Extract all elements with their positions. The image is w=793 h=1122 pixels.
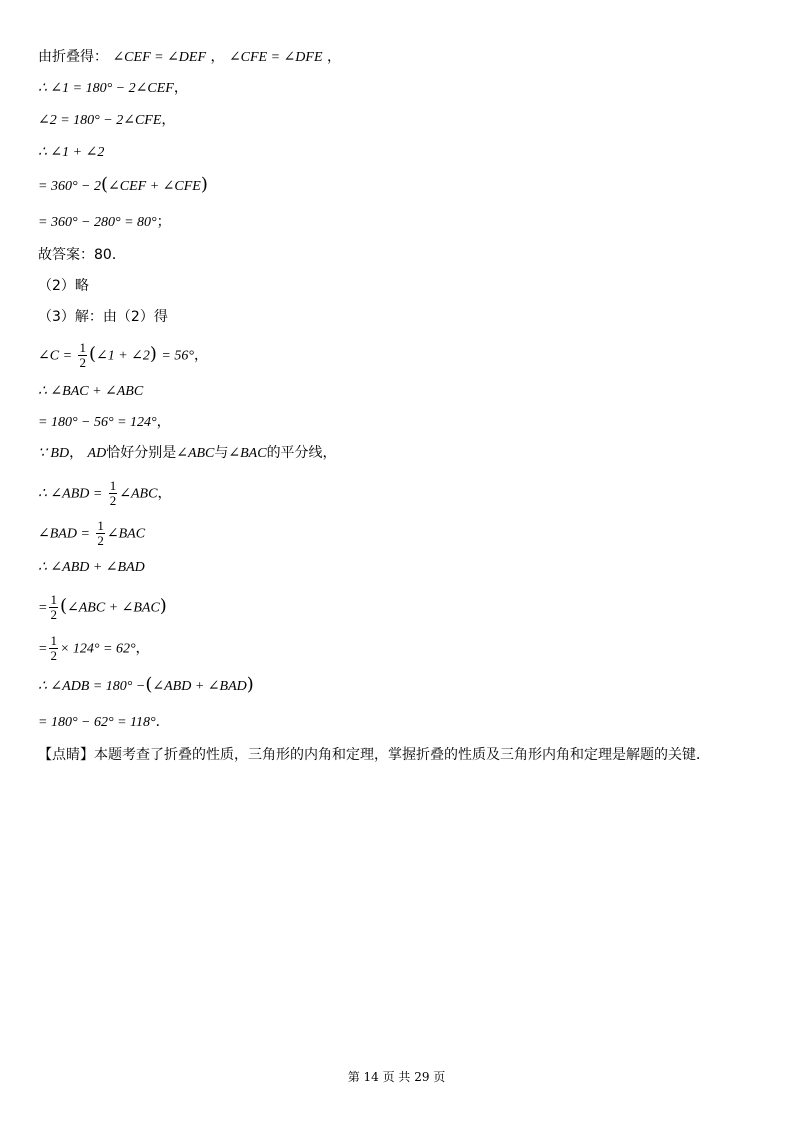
equals: = xyxy=(38,641,48,657)
line-folding xyxy=(38,47,341,68)
comma: ， xyxy=(210,49,225,65)
eq-bad-angle: ∠BAC xyxy=(106,526,146,542)
comment-paragraph xyxy=(38,740,758,770)
line-answer xyxy=(38,245,126,265)
comma: ， xyxy=(326,49,341,65)
line-360: = 360° − 2(∠CEF + ∠CFE) xyxy=(38,174,208,195)
text-respectively: 恰好分别是 xyxy=(106,445,177,461)
because-symbol: ∵ xyxy=(38,446,51,461)
segment-ad: AD xyxy=(87,446,107,461)
comma: ， xyxy=(156,414,171,430)
line-part2 xyxy=(38,276,89,296)
eq-80: = 360° − 280° = 80° xyxy=(38,215,157,230)
eq-angle-c-inner: ∠1 + ∠2 xyxy=(96,348,150,364)
line-bisectors xyxy=(38,443,337,464)
line-angle-c: ∠C = $\frac{1}{2}$ (∠1 + ∠2) = 56°， xyxy=(38,340,208,370)
line-118 xyxy=(38,712,170,733)
fraction-half: $\frac{1}{2}$ xyxy=(97,518,104,548)
eq-angle-c-prefix: ∠C = xyxy=(38,348,73,364)
fraction-half: $\frac{1}{2}$ xyxy=(79,340,86,370)
text-and: 与 xyxy=(214,445,229,461)
part2-text: （2）略 xyxy=(38,278,89,294)
eq-angle2: ∠2 = 180° − 2∠CFE xyxy=(38,113,162,128)
comment-text: 本题考查了折叠的性质，三角形的内角和定理，掌握折叠的性质及三角形内角和定理是解题的关键． xyxy=(94,747,710,763)
comma: ， xyxy=(161,112,176,128)
comment-tag: 【点睛】 xyxy=(38,747,94,763)
eq-half-sum-inner: ∠ABC + ∠BAC xyxy=(66,600,160,616)
line-abd-bad xyxy=(38,557,145,578)
text-bisectors: 的平分线， xyxy=(266,445,337,461)
answer-text: 故答案：80． xyxy=(38,247,126,263)
line-angle1 xyxy=(38,78,188,99)
fraction-half: $\frac{1}{2}$ xyxy=(50,592,57,622)
text-from-folding: 由折叠得： xyxy=(38,49,108,65)
comma: ， xyxy=(157,485,172,502)
angle-abc: ∠ABC xyxy=(176,446,215,461)
line-abd xyxy=(38,479,171,508)
line-bad xyxy=(38,519,145,548)
line-80 xyxy=(38,212,171,233)
eq-angle1: ∴ ∠1 = 180° − 2∠CEF xyxy=(38,81,174,96)
eq-62: × 124° = 62° xyxy=(59,641,136,657)
line-62 xyxy=(38,634,150,663)
line-bac-abc xyxy=(38,381,143,402)
eq-abd-prefix: ∴ ∠ABD = xyxy=(38,486,103,502)
comma: ， xyxy=(173,80,188,96)
eq-adb-prefix: ∴ ∠ADB = 180° − xyxy=(38,679,146,694)
part3-text: （3）解：由（2）得 xyxy=(38,309,168,325)
eq-cfe-dfe: ∠CFE = ∠DFE xyxy=(228,50,323,65)
eq-adb-inner: ∠ABD + ∠BAD xyxy=(152,679,247,694)
line-sum xyxy=(38,142,104,163)
period: ． xyxy=(155,714,170,730)
eq-abd-angle: ∠ABC xyxy=(119,486,158,502)
eq-abd-bad: ∴ ∠ABD + ∠BAD xyxy=(38,560,145,575)
eq-bac-abc: ∴ ∠BAC + ∠ABC xyxy=(38,384,144,399)
fraction-half: $\frac{1}{2}$ xyxy=(109,478,117,508)
angle-bac: ∠BAC xyxy=(228,446,267,461)
comma: ， xyxy=(69,445,84,461)
line-124 xyxy=(38,412,171,433)
eq-sum: ∴ ∠1 + ∠2 xyxy=(38,145,105,160)
line-angle2 xyxy=(38,110,175,131)
eq-bad-prefix: ∠BAD = xyxy=(38,526,90,542)
equals: = xyxy=(38,600,48,616)
line-half-sum: = $\frac{1}{2}$ (∠ABC + ∠BAC) xyxy=(38,592,167,622)
eq-cef-def: ∠CEF = ∠DEF xyxy=(112,50,207,65)
page-footer xyxy=(0,1068,793,1085)
page-number: 第 14 页 共 29 页 xyxy=(347,1070,446,1084)
eq-360-prefix: = 360° − 2 xyxy=(38,179,101,194)
line-part3 xyxy=(38,307,168,327)
segment-bd: BD xyxy=(50,446,70,461)
eq-angle-c-result: = 56° xyxy=(161,348,194,364)
fraction-half: $\frac{1}{2}$ xyxy=(50,633,57,663)
semicolon: ； xyxy=(156,214,171,230)
line-adb: ∴ ∠ADB = 180° −(∠ABD + ∠BAD) xyxy=(38,674,254,695)
eq-118: = 180° − 62° = 118° xyxy=(38,715,156,730)
eq-124: = 180° − 56° = 124° xyxy=(38,415,157,430)
eq-360-inner: ∠CEF + ∠CFE xyxy=(108,179,201,194)
comma: ， xyxy=(193,347,208,364)
comma: ， xyxy=(135,640,150,657)
